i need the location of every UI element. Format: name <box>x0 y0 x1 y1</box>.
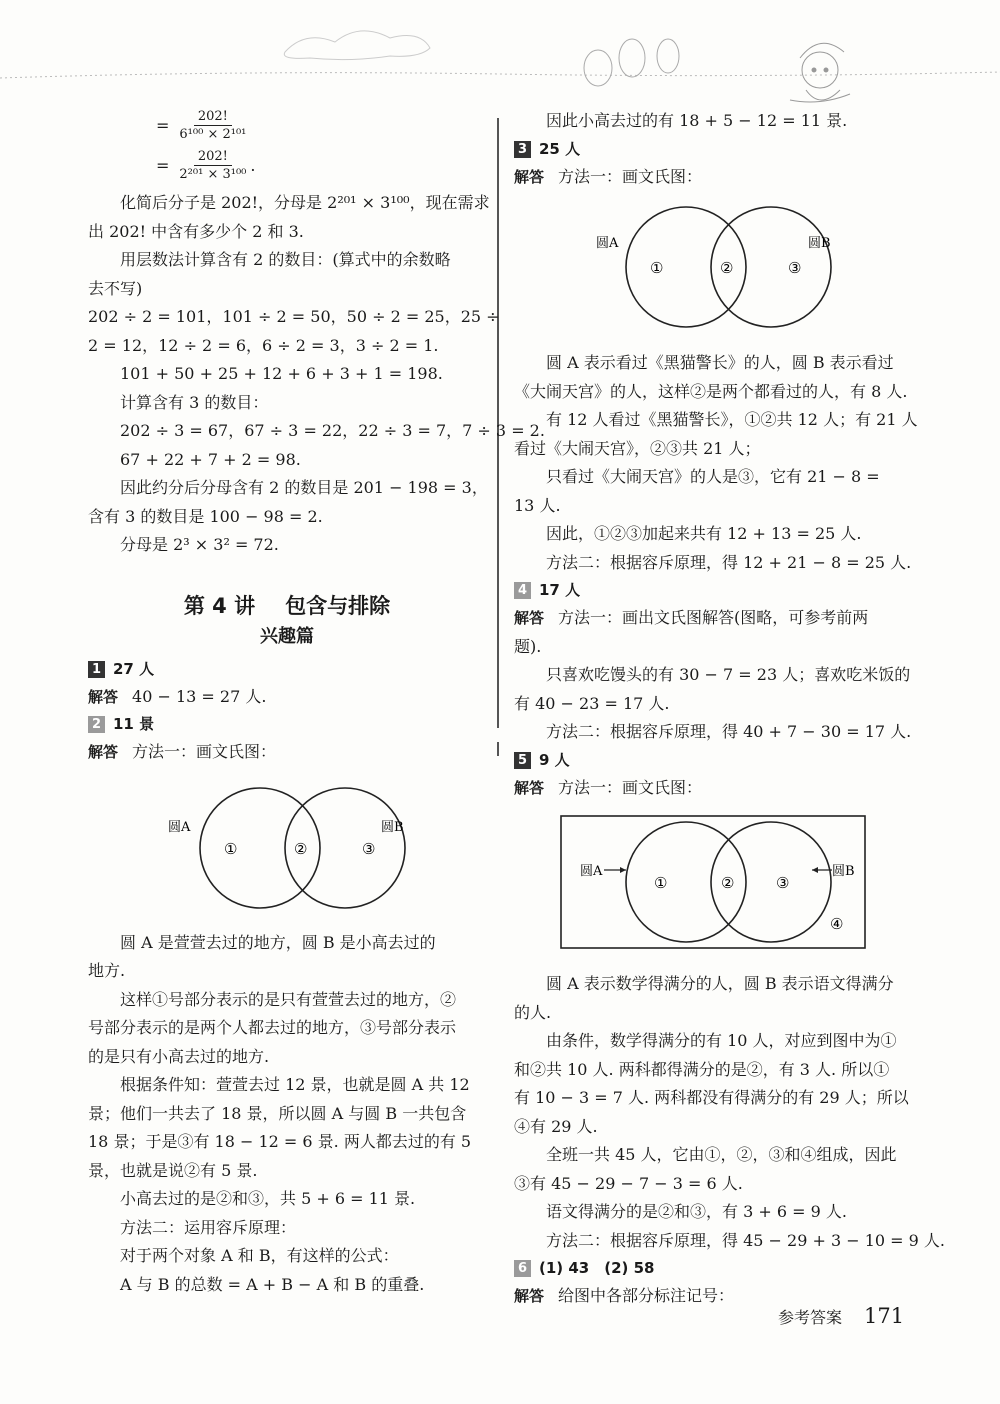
text-line: 圆 A 是萱萱去过的地方，圆 B 是小高去过的 <box>120 932 436 952</box>
region-4-label: ④ <box>830 915 844 933</box>
solution-text-block <box>514 349 918 577</box>
balloon-icon <box>584 50 612 86</box>
section-subtitle: 兴趣篇 <box>260 625 314 647</box>
text-line: 全班一共 45 人，它由①，②，③和④组成，因此 <box>546 1145 897 1164</box>
question-number-badge: 2 <box>88 716 105 733</box>
text-line: 计算含有 3 的数目： <box>120 392 269 412</box>
text-line: 因此小高去过的有 18 + 5 − 12 = 11 景. <box>546 111 848 130</box>
region-2-label: ② <box>721 874 735 892</box>
question-number-badge: 1 <box>88 661 105 678</box>
text-line: 有 10 − 3 = 7 人. 两科都没有得满分的有 29 人；所以 <box>514 1088 909 1107</box>
text-line: 202 ÷ 2 = 101，101 ÷ 2 = 50，50 ÷ 2 = 25，25 ÷ <box>88 307 500 326</box>
text-line: 2 = 12，12 ÷ 2 = 6，6 ÷ 2 = 3，3 ÷ 2 = 1. <box>88 335 439 355</box>
chapter-heading: 第 4 讲 包含与排除 <box>183 593 391 618</box>
circle-a-label: 圆A <box>168 819 191 835</box>
cartoon-kid-icon <box>790 43 850 102</box>
text-line: 化简后分子是 202!，分母是 2²⁰¹ × 3¹⁰⁰，现在需求 <box>120 193 490 212</box>
fraction-step-2: = $\frac{202!}{\text{2²⁰¹ × 3¹⁰⁰}}$ . <box>156 148 256 182</box>
text-line: 的是只有小高去过的地方. <box>88 1046 270 1066</box>
text-line: ③有 45 − 29 − 7 − 3 = 6 人. <box>514 1173 743 1193</box>
text-line: 因此约分后分母含有 2 的数目是 201 − 198 = 3， <box>120 478 488 497</box>
text-line: 对于两个对象 A 和 B，有这样的公式： <box>120 1246 399 1265</box>
question-2-solution: 解答 方法一：画文氏图： <box>88 742 277 761</box>
question-4-answer: 4 17 人 <box>514 577 914 604</box>
text-line: 去不写) <box>88 278 143 298</box>
question-number-badge: 4 <box>514 582 531 599</box>
region-3-label: ③ <box>776 874 790 892</box>
text-line: 202 ÷ 3 = 67，67 ÷ 3 = 22，22 ÷ 3 = 7，7 ÷ 3 = 2. <box>120 421 545 440</box>
circle-a-label: 圆A <box>580 864 603 879</box>
question-number-badge: 6 <box>514 1260 531 1277</box>
circle-b-label: 圆B <box>808 236 831 251</box>
text-line: 只喜欢吃馒头的有 30 − 7 = 23 人；喜欢吃米饭的 <box>546 665 911 684</box>
venn-diagram-q3 <box>514 195 914 345</box>
text-line: 101 + 50 + 25 + 12 + 6 + 3 + 1 = 198. <box>120 364 443 383</box>
circle-a-label: 圆A <box>596 236 619 251</box>
question-3-answer: 3 25 人 <box>514 136 914 163</box>
text-line: 有 12 人看过《黑猫警长》，①②共 12 人；有 21 人 <box>546 410 918 429</box>
text-line: 圆 A 表示看过《黑猫警长》的人，圆 B 表示看过 <box>546 353 894 372</box>
text-line: 方法二：运用容斥原理： <box>120 1217 297 1237</box>
text-line: 根据条件知：萱萱去过 12 景，也就是圆 A 共 12 <box>120 1075 470 1094</box>
question-5-solution: 解答 方法一：画文氏图： <box>514 777 703 797</box>
text-line: 18 景；于是③有 18 − 12 = 6 景. 两人都去过的有 5 <box>88 1132 472 1151</box>
text-line: 由条件，数学得满分的有 10 人，对应到图中为① <box>546 1031 897 1050</box>
region-3-label: ③ <box>362 839 376 858</box>
question-number-badge: 5 <box>514 752 531 769</box>
question-2-answer: 2 11 景 <box>88 711 486 738</box>
text-line: 含有 3 的数目是 100 − 98 = 2. <box>88 506 323 526</box>
solution-text-block <box>514 633 914 747</box>
footer-label: 参考答案 <box>778 1308 843 1327</box>
text-line: 因此，①②③加起来共有 12 + 13 = 25 人. <box>546 524 862 543</box>
text-line: 看过《大闹天宫》，②③共 21 人； <box>514 438 761 458</box>
region-2-label: ② <box>720 259 734 277</box>
header-decoration <box>0 0 1000 110</box>
page-footer <box>778 1304 904 1328</box>
text-line: 的人. <box>514 1002 552 1022</box>
region-3-label: ③ <box>788 259 802 277</box>
text-line: 圆 A 表示数学得满分的人，圆 B 表示语文得满分 <box>546 974 894 993</box>
cloud-icon <box>284 31 430 60</box>
region-1-label: ① <box>224 839 238 858</box>
region-2-label: ② <box>294 839 308 858</box>
right-column <box>514 105 946 1311</box>
text-line: 景，也就是说②有 5 景. <box>88 1160 258 1180</box>
text-line: 方法二：根据容斥原理，得 40 + 7 − 30 = 17 人. <box>546 722 912 741</box>
text-line: 用层数法计算含有 2 的数目：(算式中的余数略 <box>120 250 451 269</box>
question-6-answer: 6 (1) 43 (2) 58 <box>514 1255 914 1282</box>
venn-diagram-q2 <box>88 773 486 923</box>
text-line: 《大闹天宫》的人，这样②是两个都看过的人，有 8 人. <box>514 381 908 401</box>
text-line: ④有 29 人. <box>514 1116 598 1136</box>
text-line: 方法二：根据容斥原理，得 12 + 21 − 8 = 25 人. <box>546 552 912 572</box>
text-line: 67 + 22 + 7 + 2 = 98. <box>120 449 301 469</box>
text-line: 只看过《大闹天宫》的人是③，它有 21 − 8 = <box>546 467 880 486</box>
solution-text-block <box>514 970 946 1255</box>
question-6-solution: 解答 给图中各部分标注记号： <box>514 1286 735 1305</box>
question-5-answer: 5 9 人 <box>514 747 914 774</box>
text-line: 地方. <box>88 961 126 980</box>
text-line: 出 202! 中含有多少个 2 和 3. <box>88 221 304 241</box>
question-1-solution: 解答 40 − 13 = 27 人. <box>88 686 267 706</box>
venn-diagram-q5 <box>514 810 914 960</box>
text-line: A 与 B 的总数 = A + B − A 和 B 的重叠. <box>120 1274 425 1294</box>
circle-b-label: 圆B <box>832 864 855 879</box>
region-1-label: ① <box>650 259 664 277</box>
circle-b-label: 圆B <box>381 819 404 835</box>
text-line: 这样①号部分表示的是只有萱萱去过的地方，② <box>120 989 457 1009</box>
page-number: 171 <box>864 1304 905 1328</box>
text-line: 景；他们一共去了 18 景，所以圆 A 与圆 B 一共包含 <box>88 1103 467 1123</box>
text-line: 题). <box>514 636 542 656</box>
text-line: 方法二：根据容斥原理，得 45 − 29 + 3 − 10 = 9 人. <box>546 1230 946 1250</box>
solution-text-block <box>88 929 486 1300</box>
question-1-answer: 1 27 人 <box>88 656 486 683</box>
text-line: 语文得满分的是②和③，有 3 + 6 = 9 人. <box>546 1202 847 1221</box>
region-1-label: ① <box>654 874 668 892</box>
question-3-solution: 解答 方法一：画文氏图： <box>514 166 703 186</box>
text-line: 小高去过的是②和③，共 5 + 6 = 11 景. <box>120 1189 416 1208</box>
balloon-icon <box>619 39 645 77</box>
text-line: 和②共 10 人. 两科都得满分的是②，有 3 人. 所以① <box>514 1059 890 1079</box>
column-divider <box>497 742 499 756</box>
question-4-solution: 解答 方法一：画出文氏图解答(图略，可参考前两 <box>514 608 869 627</box>
question-number-badge: 3 <box>514 141 531 158</box>
balloon-icon <box>657 39 679 73</box>
fraction-step-1: = $\frac{202!}{\text{6¹⁰⁰ × 2¹⁰¹}}$ <box>156 108 247 142</box>
text-line: 有 40 − 23 = 17 人. <box>514 693 670 713</box>
text-line: 号部分表示的是两个人都去过的地方，③号部分表示 <box>88 1018 457 1037</box>
text-line: 13 人. <box>514 495 561 515</box>
text-line: 分母是 2³ × 3² = 72. <box>120 535 279 554</box>
